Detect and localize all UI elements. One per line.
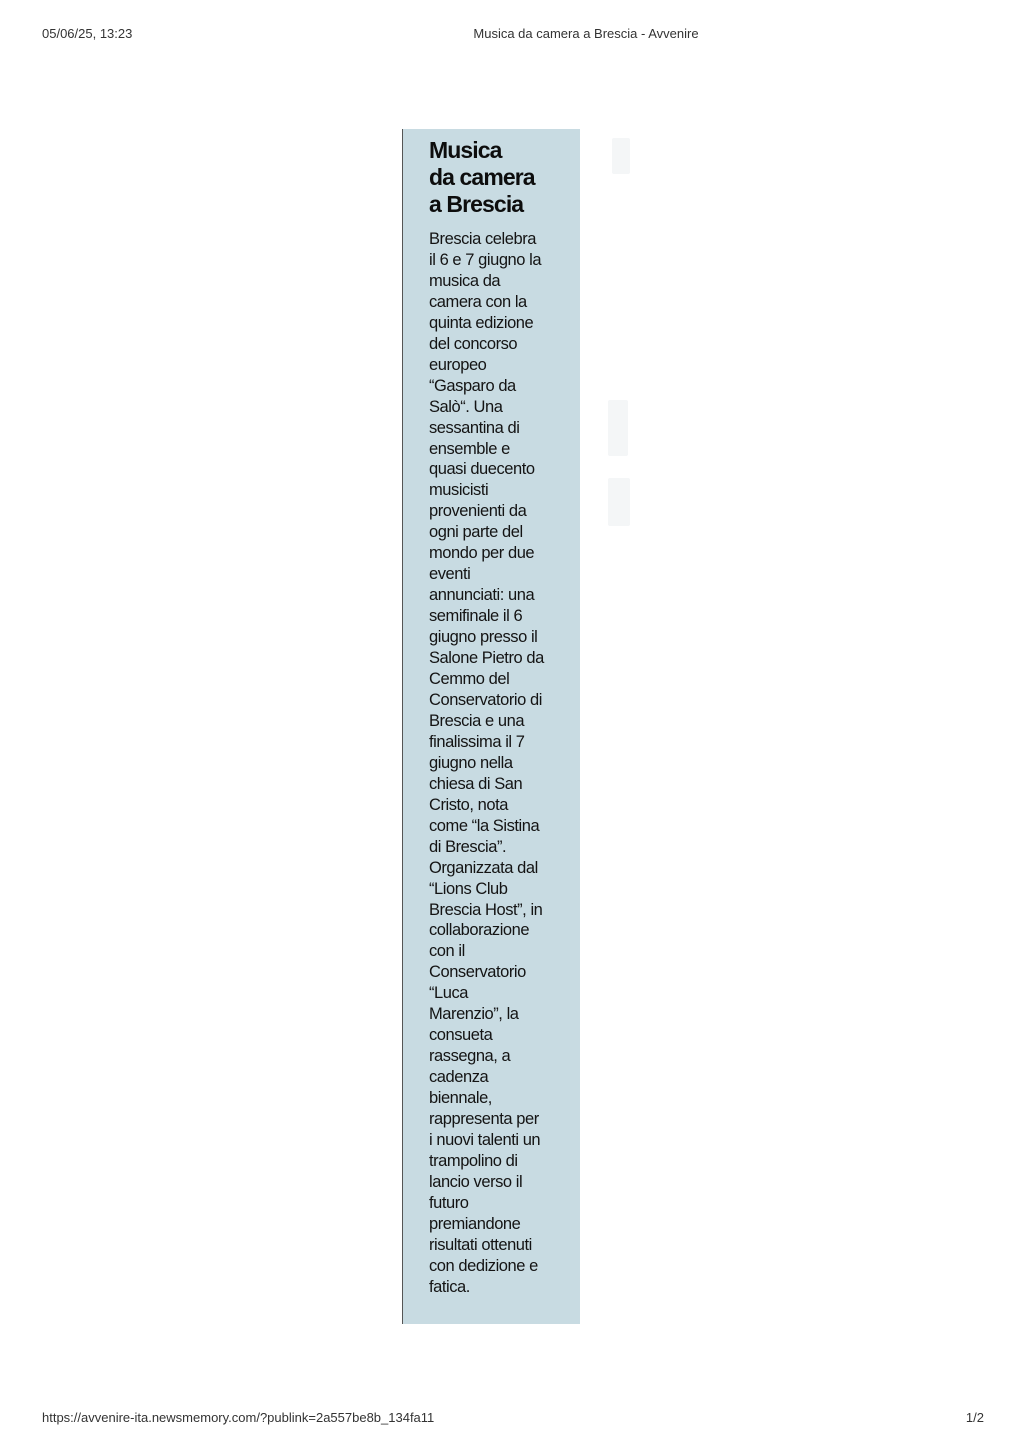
article-body-line: finalissima il 7 (429, 732, 525, 751)
article-body-line: fatica. (429, 1277, 470, 1296)
faint-bleed-through-mark (608, 478, 630, 526)
article-body-line: con dedizione e (429, 1256, 538, 1275)
article-body-line: musica da (429, 271, 501, 290)
print-footer-page-number: 1/2 (965, 1410, 984, 1425)
article-body-line: lancio verso il (429, 1172, 523, 1191)
article-body-line: ensemble e (429, 439, 510, 458)
article-body-line: il 6 e 7 giugno la (429, 250, 542, 269)
article-body-line: mondo per due (429, 544, 535, 563)
print-footer-url: https://avvenire-ita.newsmemory.com/?publink=2a557be8b_134fa11 (42, 1410, 435, 1425)
article-body-line: Conservatorio (429, 963, 526, 982)
article-body-line: ogni parte del (429, 523, 523, 542)
article-body-line: Marenzio”, la (429, 1005, 519, 1024)
faint-bleed-through-mark (608, 400, 628, 456)
article-body-line: giugno nella (429, 753, 513, 772)
article-body-line: provenienti da (429, 502, 527, 521)
article-body-line: europeo (429, 355, 487, 374)
article-body-line: cadenza (429, 1068, 489, 1087)
article-clipping (402, 129, 580, 1324)
article-body-line: del concorso (429, 334, 518, 353)
article-headline (429, 137, 579, 218)
article-body-line: con il (429, 942, 465, 961)
article-body-line: “Gasparo da (429, 376, 516, 395)
article-body-line: Cemmo del (429, 670, 510, 689)
print-header-title: Musica da camera a Brescia - Avvenire (473, 26, 699, 41)
article-body-line: come “la Sistina (429, 816, 540, 835)
article-body-line: collaborazione (429, 921, 530, 940)
article-body-line: futuro (429, 1193, 469, 1212)
article-body-line: eventi (429, 565, 471, 584)
article-body-line: i nuovi talenti un (429, 1130, 541, 1149)
article-body-line: Brescia celebra (429, 230, 536, 248)
print-header-datetime: 05/06/25, 13:23 (42, 26, 133, 41)
article-body-line: annunciati: una (429, 586, 535, 605)
article-body-line: premiandone (429, 1214, 521, 1233)
article-body-line: “Luca (429, 984, 469, 1003)
headline-line: Musica (429, 137, 502, 163)
article-body-line: rassegna, a (429, 1047, 511, 1066)
article-body-line: Brescia Host”, in (429, 900, 543, 919)
article-body-line: Cristo, nota (429, 795, 508, 814)
headline-line: da camera (429, 164, 535, 190)
article-body-line: quasi duecento (429, 460, 535, 479)
article-body-line: quinta edizione (429, 313, 534, 332)
headline-line: a Brescia (429, 191, 524, 217)
article-body-line: di Brescia”. (429, 837, 507, 856)
faint-bleed-through-mark (612, 138, 630, 174)
article-body-line: risultati ottenuti (429, 1235, 532, 1254)
article-body-line: trampolino di (429, 1151, 518, 1170)
article-body-line: Organizzata dal (429, 858, 538, 877)
article-body-line: giugno presso il (429, 628, 538, 647)
article-body-line: chiesa di San (429, 774, 523, 793)
article-body-line: Brescia e una (429, 711, 525, 730)
article-body-line: “Lions Club (429, 879, 508, 898)
article-body-line: biennale, (429, 1089, 492, 1108)
article-body (429, 229, 579, 1298)
article-body-line: Conservatorio di (429, 690, 542, 709)
article-body-line: camera con la (429, 292, 527, 311)
article-body-line: musicisti (429, 481, 489, 500)
article-body-line: Salò“. Una (429, 397, 503, 416)
article-body-line: rappresenta per (429, 1110, 539, 1129)
article-body-line: Salone Pietro da (429, 649, 544, 668)
article-body-line: consueta (429, 1026, 493, 1045)
article-body-line: semifinale il 6 (429, 607, 523, 626)
article-body-line: sessantina di (429, 418, 520, 437)
